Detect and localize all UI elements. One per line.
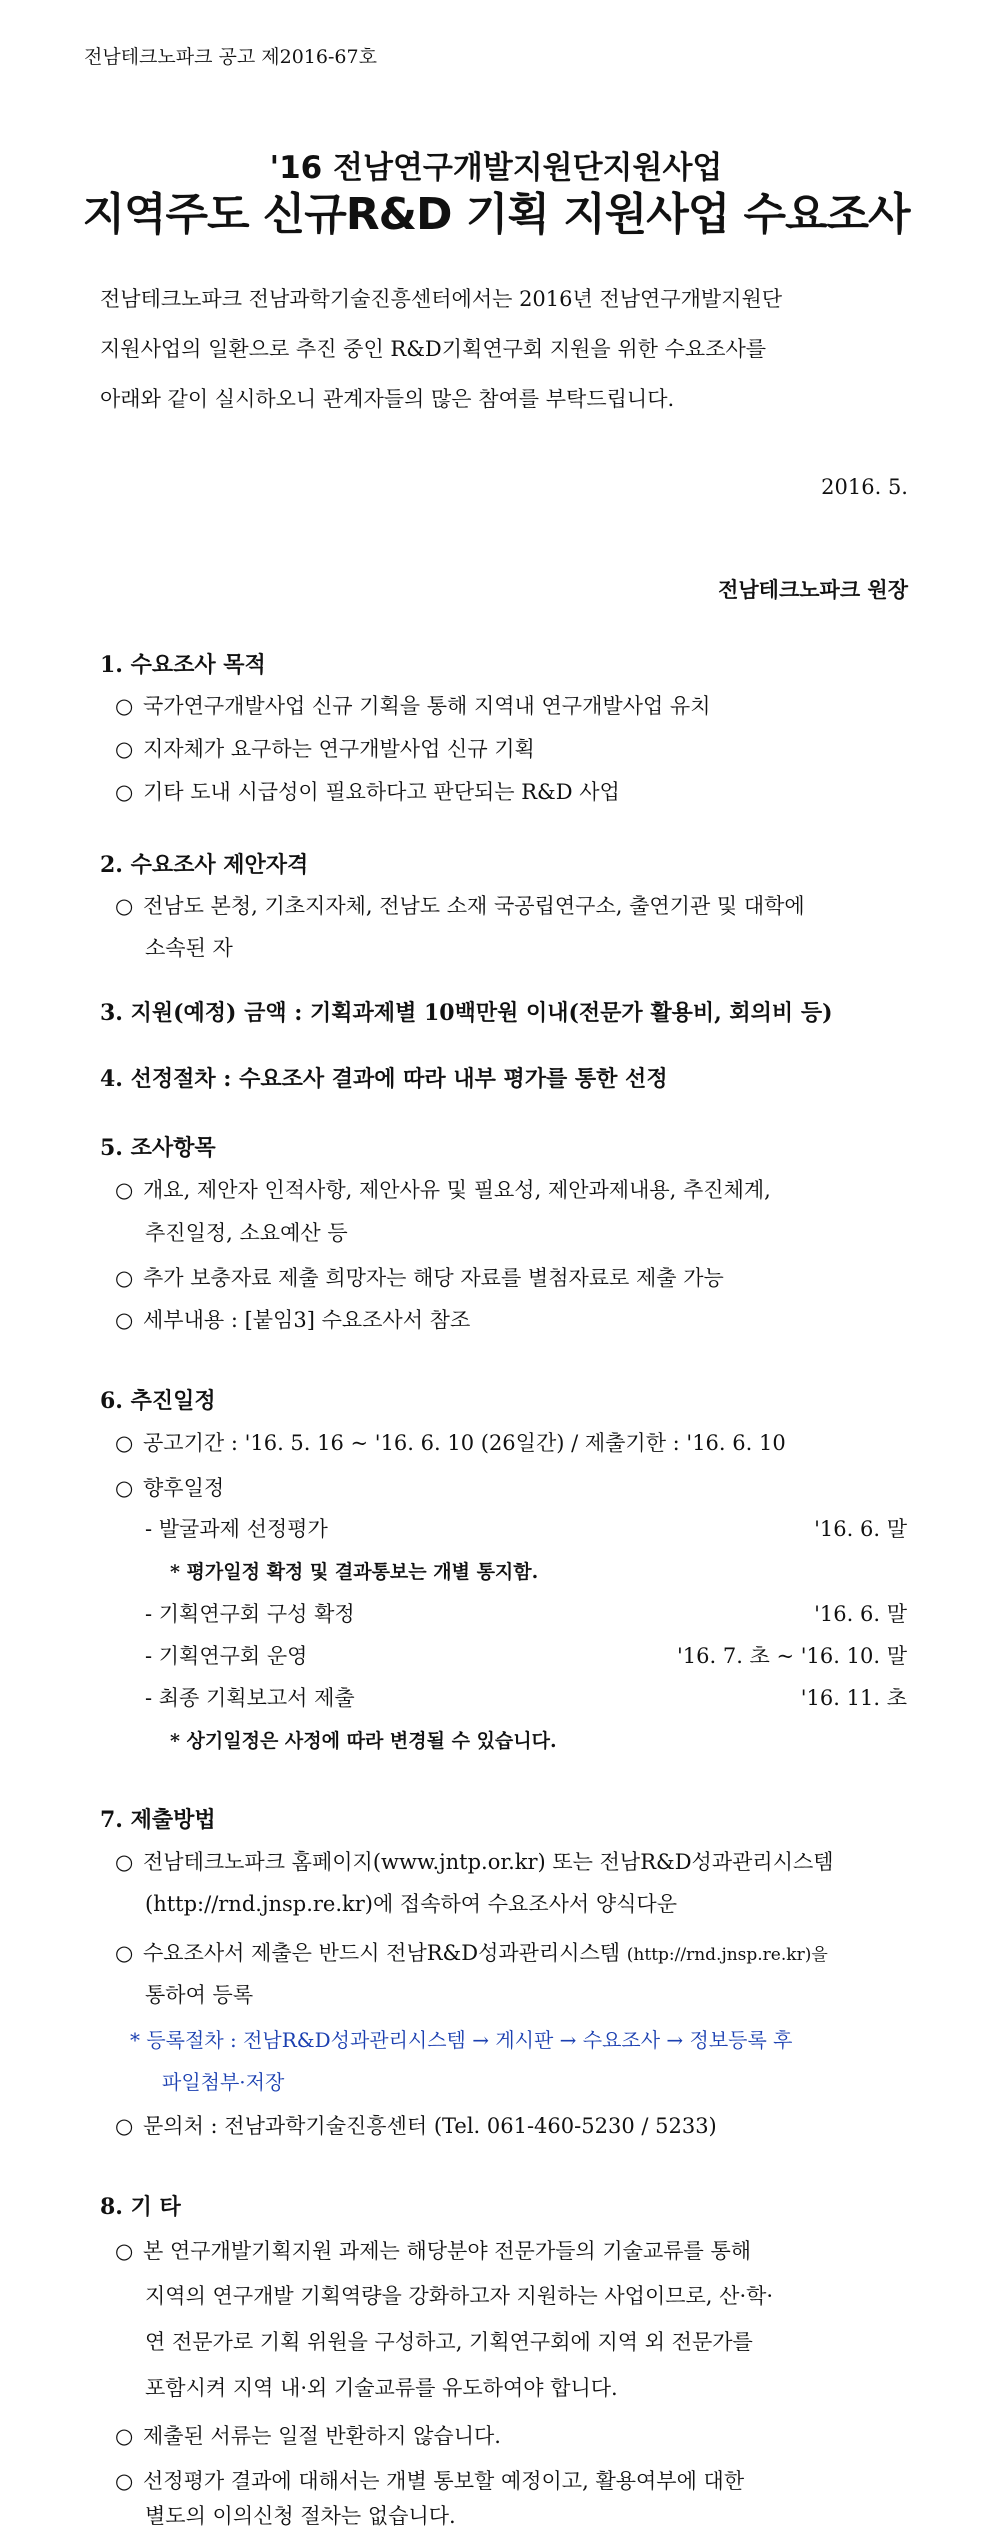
list-item-continued: (http://rnd.jnsp.re.kr)에 접속하여 수요조사서 양식다운 bbox=[145, 1892, 678, 1916]
section-4-heading: 4. 선정절차 : 수요조사 결과에 따라 내부 평가를 통한 선정 bbox=[100, 1066, 668, 1092]
list-item: ○ 국가연구개발사업 신규 기획을 통해 지역내 연구개발사업 유치 bbox=[115, 694, 711, 718]
bullet-icon: ○ bbox=[115, 780, 134, 804]
list-item: ○ 전남도 본청, 기초지자체, 전남도 소재 국공립연구소, 출연기관 및 대학에 bbox=[115, 894, 805, 918]
section-1-heading: 1. 수요조사 목적 bbox=[100, 652, 266, 678]
schedule-note: * 상기일정은 사정에 따라 변경될 수 있습니다. bbox=[170, 1730, 557, 1752]
signer: 전남테크노파크 원장 bbox=[718, 577, 908, 602]
list-item: ○ 기타 도내 시급성이 필요하다고 판단되는 R&D 사업 bbox=[115, 780, 620, 804]
schedule-item-label: - 기획연구회 구성 확정 bbox=[145, 1602, 355, 1626]
list-item: ○ 문의처 : 전남과학기술진흥센터 (Tel. 061-460-5230 / 5233) bbox=[115, 2114, 717, 2138]
intro-line-1: 전남테크노파크 전남과학기술진흥센터에서는 2016년 전남연구개발지원단 bbox=[100, 287, 783, 311]
bullet-icon: ○ bbox=[115, 1178, 134, 1202]
title-line-2: 지역주도 신규R&D 기획 지원사업 수요조사 bbox=[82, 189, 910, 240]
list-item: ○ 향후일정 bbox=[115, 1476, 225, 1500]
bullet-icon: ○ bbox=[115, 694, 134, 718]
section-2-heading: 2. 수요조사 제안자격 bbox=[100, 852, 309, 878]
section-6-heading: 6. 추진일정 bbox=[100, 1388, 216, 1414]
list-item-continued: 별도의 이의신청 절차는 없습니다. bbox=[145, 2504, 456, 2528]
bullet-icon: ○ bbox=[115, 2114, 134, 2138]
list-item: ○ 개요, 제안자 인적사항, 제안사유 및 필요성, 제안과제내용, 추진체계, bbox=[115, 1178, 771, 1202]
list-item: ○ 추가 보충자료 제출 희망자는 해당 자료를 별첨자료로 제출 가능 bbox=[115, 1266, 724, 1290]
bullet-icon: ○ bbox=[115, 737, 134, 761]
schedule-note: * 평가일정 확정 및 결과통보는 개별 통지함. bbox=[170, 1561, 539, 1583]
bullet-icon: ○ bbox=[115, 1308, 134, 1332]
schedule-item-label: - 최종 기획보고서 제출 bbox=[145, 1686, 355, 1710]
bullet-icon: ○ bbox=[115, 2469, 134, 2493]
bullet-icon: ○ bbox=[115, 1941, 134, 1965]
list-item-continued: 포함시켜 지역 내·외 기술교류를 유도하여야 합니다. bbox=[145, 2376, 618, 2400]
list-item-continued: 추진일정, 소요예산 등 bbox=[145, 1221, 348, 1245]
bullet-icon: ○ bbox=[115, 2239, 134, 2263]
section-5-heading: 5. 조사항목 bbox=[100, 1135, 216, 1161]
list-item: ○ 전남테크노파크 홈페이지(www.jntp.or.kr) 또는 전남R&D성과관리시스템 bbox=[115, 1850, 834, 1874]
list-item: ○ 세부내용 : [붙임3] 수요조사서 참조 bbox=[115, 1308, 471, 1332]
schedule-item-date: '16. 7. 초 ~ '16. 10. 말 bbox=[677, 1644, 907, 1668]
registration-procedure: * 등록절차 : 전남R&D성과관리시스템 → 게시판 → 수요조사 → 정보등록 후 bbox=[130, 2028, 793, 2052]
intro-line-3: 아래와 같이 실시하오니 관계자들의 많은 참여를 부탁드립니다. bbox=[100, 387, 675, 411]
list-item: ○ 수요조사서 제출은 반드시 전남R&D성과관리시스템 (http://rnd.jnsp.re.kr)을 bbox=[115, 1941, 828, 1965]
section-3-heading: 3. 지원(예정) 금액 : 기획과제별 10백만원 이내(전문가 활용비, 회의비 등) bbox=[100, 1000, 833, 1026]
list-item-continued: 소속된 자 bbox=[145, 936, 233, 960]
schedule-item-date: '16. 11. 초 bbox=[800, 1686, 907, 1710]
bullet-icon: ○ bbox=[115, 1431, 134, 1455]
list-item: ○ 본 연구개발기획지원 과제는 해당분야 전문가들의 기술교류를 통해 bbox=[115, 2239, 752, 2263]
bullet-icon: ○ bbox=[115, 1476, 134, 1500]
list-item-continued: 통하여 등록 bbox=[145, 1983, 254, 2007]
list-item: ○ 선정평가 결과에 대해서는 개별 통보할 예정이고, 활용여부에 대한 bbox=[115, 2469, 745, 2493]
section-7-heading: 7. 제출방법 bbox=[100, 1807, 216, 1833]
list-item: ○ 지자체가 요구하는 연구개발사업 신규 기획 bbox=[115, 737, 535, 761]
schedule-item-date: '16. 6. 말 bbox=[814, 1517, 907, 1541]
list-item: ○ 제출된 서류는 일절 반환하지 않습니다. bbox=[115, 2424, 501, 2448]
bullet-icon: ○ bbox=[115, 894, 134, 918]
notice-date: 2016. 5. bbox=[821, 475, 908, 499]
registration-procedure-continued: 파일첨부·저장 bbox=[162, 2070, 285, 2094]
list-item-continued: 지역의 연구개발 기획역량을 강화하고자 지원하는 사업이므로, 산·학· bbox=[145, 2284, 774, 2308]
schedule-item-label: - 발굴과제 선정평가 bbox=[145, 1517, 328, 1541]
title-line-1: '16 전남연구개발지원단지원사업 bbox=[269, 150, 723, 186]
intro-line-2: 지원사업의 일환으로 추진 중인 R&D기획연구회 지원을 위한 수요조사를 bbox=[100, 337, 767, 361]
list-item-continued: 연 전문가로 기획 위원을 구성하고, 기획연구회에 지역 외 전문가를 bbox=[145, 2330, 753, 2354]
schedule-item-label: - 기획연구회 운영 bbox=[145, 1644, 308, 1668]
bullet-icon: ○ bbox=[115, 1266, 134, 1290]
notice-number: 전남테크노파크 공고 제2016-67호 bbox=[84, 46, 377, 68]
schedule-item-date: '16. 6. 말 bbox=[814, 1602, 907, 1626]
section-8-heading: 8. 기 타 bbox=[100, 2194, 181, 2220]
bullet-icon: ○ bbox=[115, 1850, 134, 1874]
list-item: ○ 공고기간 : '16. 5. 16 ~ '16. 6. 10 (26일간) / 제출기한 : '16. 6. 10 bbox=[115, 1431, 786, 1455]
bullet-icon: ○ bbox=[115, 2424, 134, 2448]
